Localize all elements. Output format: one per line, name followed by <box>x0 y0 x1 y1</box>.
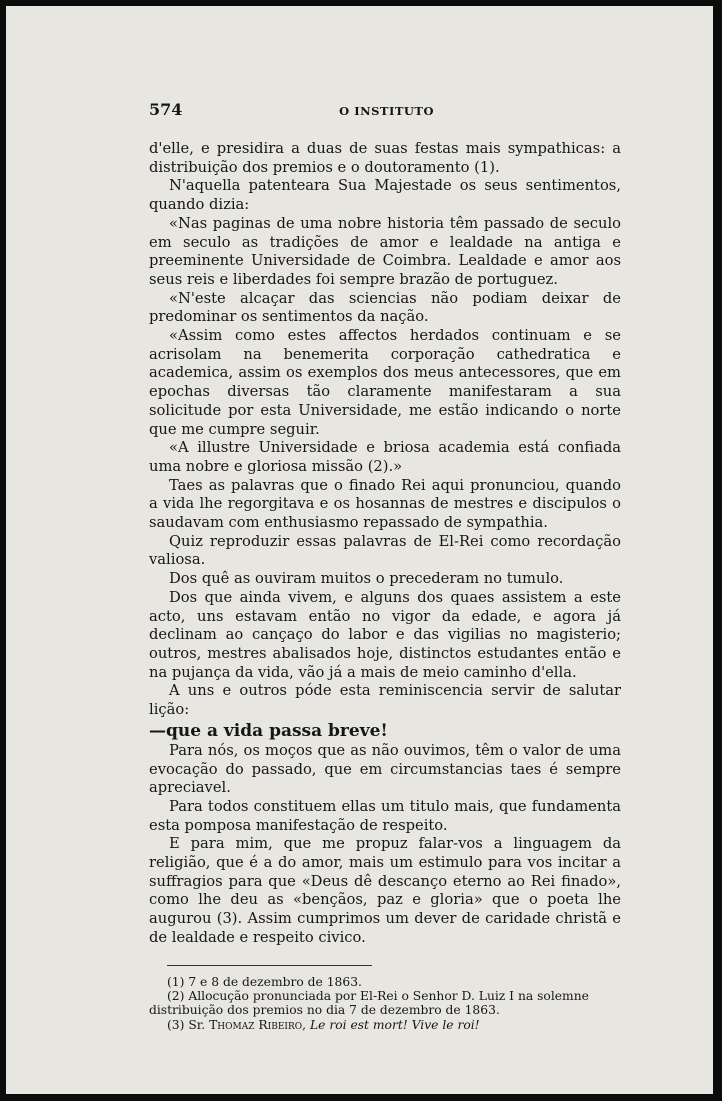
footnote-divider <box>167 965 372 966</box>
paragraph: Dos que ainda vivem, e alguns dos quaes assistem a este acto, uns estavam então no vigor da edade, e agora já declinam ao cançaço do labor e das vigilias no magisterio; outros, mestres abalisados hoje, distinctos estudantes então e na pujança da vida, vão já a mais de meio caminho d'ella. <box>149 588 621 681</box>
paragraph: «Nas paginas de uma nobre historia têm passado de seculo em seculo as tradições de amor e lealdade na antiga e preeminente Universidade de Coimbra. Lealdade e amor aos seus reis e liberdades foi sempre brazão de portuguez. <box>149 214 621 288</box>
page-content <box>149 100 621 1032</box>
footnote-3-prefix: (3) Sr. <box>167 1017 206 1032</box>
footnote-2-continuation: distribuição dos premios no dia 7 de dezembro de 1863. <box>149 1003 500 1018</box>
footnote-3 <box>149 1018 621 1032</box>
paragraph: Para todos constituem ellas um titulo mais, que fundamenta esta pomposa manifestação de respeito. <box>149 797 621 834</box>
scanned-page <box>6 6 713 1094</box>
paragraph: «A illustre Universidade e briosa academia está confiada uma nobre e gloriosa missão (2).» <box>149 439 621 475</box>
paragraph: d'elle, e presidira a duas de suas festas mais sympathicas: a distribuição dos premios e o doutoramento (1). <box>149 140 621 176</box>
paragraph: «N'este alcaçar das sciencias não podiam deixar de predominar os sentimentos da nação. <box>149 289 621 326</box>
footnote-1: (1) 7 e 8 de dezembro de 1863. <box>167 974 362 989</box>
paragraph: «Assim como estes affectos herdados continuam e se acrisolam na benemerita corporação cathedratica e academica, assim os exemplos dos meus antecessores, que em epochas diversas tão claramente manifestaram a sua solicitude por esta Universidade, me estão indicando o norte que me cumpre seguir. <box>149 327 621 438</box>
body-text <box>149 140 621 948</box>
paragraph: A uns e outros póde esta reminiscencia servir de salutar lição: <box>149 682 621 719</box>
paragraph: Quiz reproduzir essas palavras de El-Rei como recordação valiosa. <box>149 532 621 569</box>
footnote-3-title: Le roi est mort! Vive le roi! <box>309 1017 480 1032</box>
footnotes <box>149 975 621 1033</box>
footnote-3-author: Thomaz Ribeiro, <box>209 1017 307 1032</box>
paragraph: N'aquella patenteara Sua Majestade os seus sentimentos, quando dizia: <box>149 177 621 214</box>
running-title: O INSTITUTO <box>339 104 434 118</box>
page-header <box>149 100 621 118</box>
footnote-2: (2) Allocução pronunciada por El-Rei o Senhor D. Luiz I na solemne <box>167 988 589 1003</box>
paragraph: E para mim, que me propuz falar-vos a linguagem da religião, que é a do amor, mais um estimulo para vos incitar a suffragios para que «Deus dê descanço eterno ao Rei finado», como lhe deu as «bençãos, paz e gloria» que o poeta lhe augurou (3). Assim cumprimos um dever de caridade christã e de lealdade e respeito civico. <box>149 835 621 946</box>
paragraph: Taes as palavras que o finado Rei aqui pronunciou, quando a vida lhe regorgitava e os hosannas de mestres e discipulos o saudavam com enthusiasmo repassado de sympathia. <box>149 476 621 532</box>
page-number: 574 <box>149 100 183 119</box>
emphasis-line: —que a vida passa breve! <box>149 720 388 741</box>
paragraph: Para nós, os moços que as não ouvimos, têm o valor de uma evocação do passado, que em circumstancias taes é sempre apreciavel. <box>149 741 621 797</box>
paragraph: Dos quê as ouviram muitos o precederam no tumulo. <box>169 570 564 588</box>
